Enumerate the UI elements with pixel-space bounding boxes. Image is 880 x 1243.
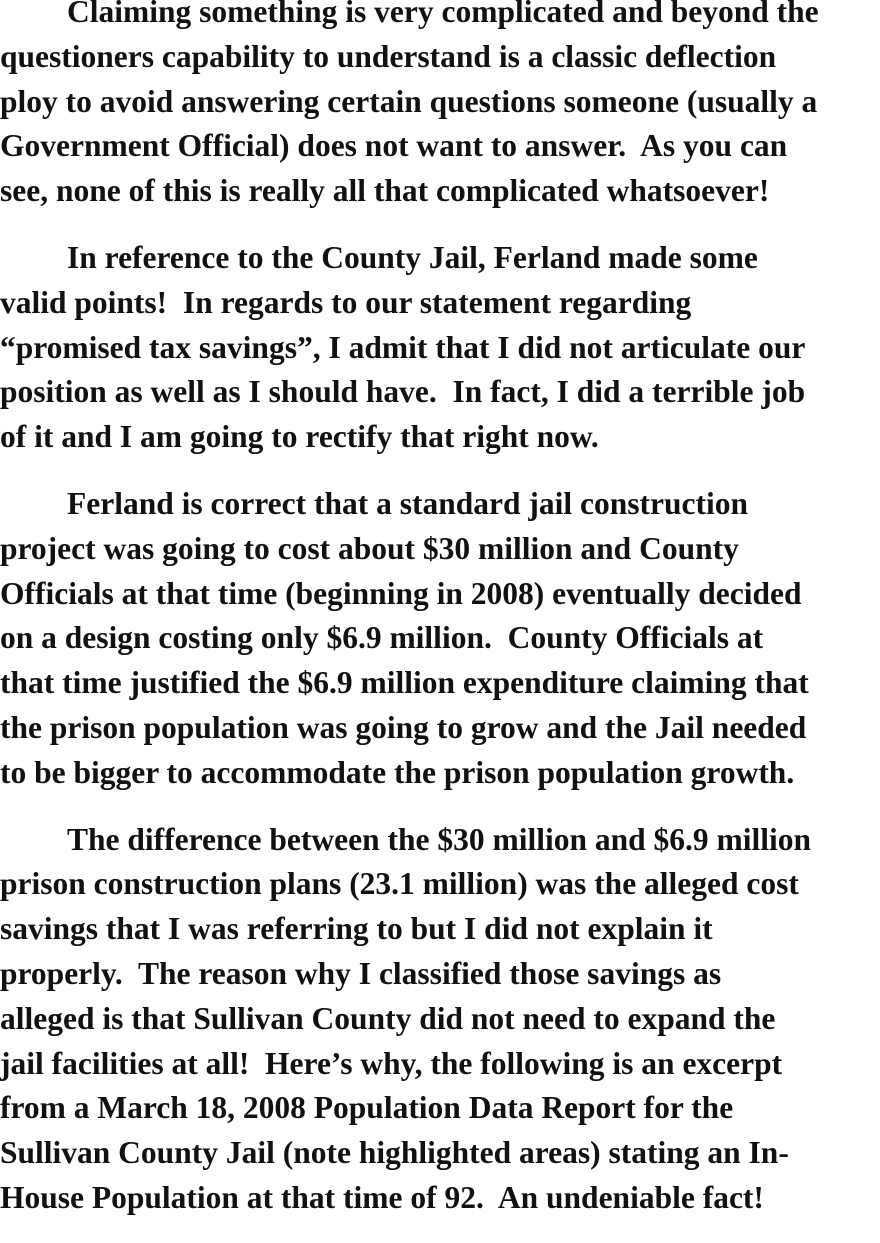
paragraph-line: questioners capability to understand is a classic deflection xyxy=(0,38,777,74)
paragraph-line: project was going to cost about $30 million and County xyxy=(0,530,739,566)
paragraph-line: In reference to the County Jail, Ferland made some xyxy=(67,239,758,275)
paragraph-1 xyxy=(0,0,880,214)
paragraph-line: the prison population was going to grow and the Jail needed xyxy=(0,709,807,745)
paragraph-line: Government Official) does not want to answer. As you can xyxy=(0,128,788,164)
paragraph-line: Sullivan County Jail (note highlighted areas) stating an In- xyxy=(0,1135,789,1171)
paragraph-line: from a March 18, 2008 Population Data Report for the xyxy=(0,1090,734,1126)
paragraph-line: position as well as I should have. In fact, I did a terrible job xyxy=(0,374,806,410)
paragraph-2 xyxy=(0,236,880,460)
paragraph-line: Officials at that time (beginning in 2008) eventually decided xyxy=(0,575,802,611)
paragraph-line: valid points! In regards to our statement regarding xyxy=(0,284,692,320)
paragraph-line: Claiming something is very complicated and beyond the xyxy=(67,0,819,29)
paragraph-3 xyxy=(0,482,880,796)
paragraph-line: savings that I was referring to but I did not explain it xyxy=(0,911,713,947)
paragraph-line: see, none of this is really all that complicated whatsoever! xyxy=(0,173,770,209)
paragraph-line: properly. The reason why I classified those savings as xyxy=(0,955,722,991)
paragraph-line: House Population at that time of 92. An undeniable fact! xyxy=(0,1179,764,1215)
paragraph-line: The difference between the $30 million and $6.9 million xyxy=(67,821,812,857)
paragraph-line: to be bigger to accommodate the prison population growth. xyxy=(0,754,795,790)
paragraph-line: jail facilities at all! Here’s why, the following is an excerpt xyxy=(0,1045,783,1081)
paragraph-4 xyxy=(0,818,880,1221)
paragraph-line: ploy to avoid answering certain questions someone (usually a xyxy=(0,83,818,119)
paragraph-line: of it and I am going to rectify that right now. xyxy=(0,419,599,455)
paragraph-line: prison construction plans (23.1 million) was the alleged cost xyxy=(0,866,799,902)
paragraph-line: Ferland is correct that a standard jail construction xyxy=(67,485,748,521)
paragraph-line: “promised tax savings”, I admit that I did not articulate our xyxy=(0,329,806,365)
paragraph-line: that time justified the $6.9 million expenditure claiming that xyxy=(0,665,809,701)
paragraph-line: on a design costing only $6.9 million. County Officials at xyxy=(0,620,764,656)
paragraph-line: alleged is that Sullivan County did not need to expand the xyxy=(0,1000,776,1036)
